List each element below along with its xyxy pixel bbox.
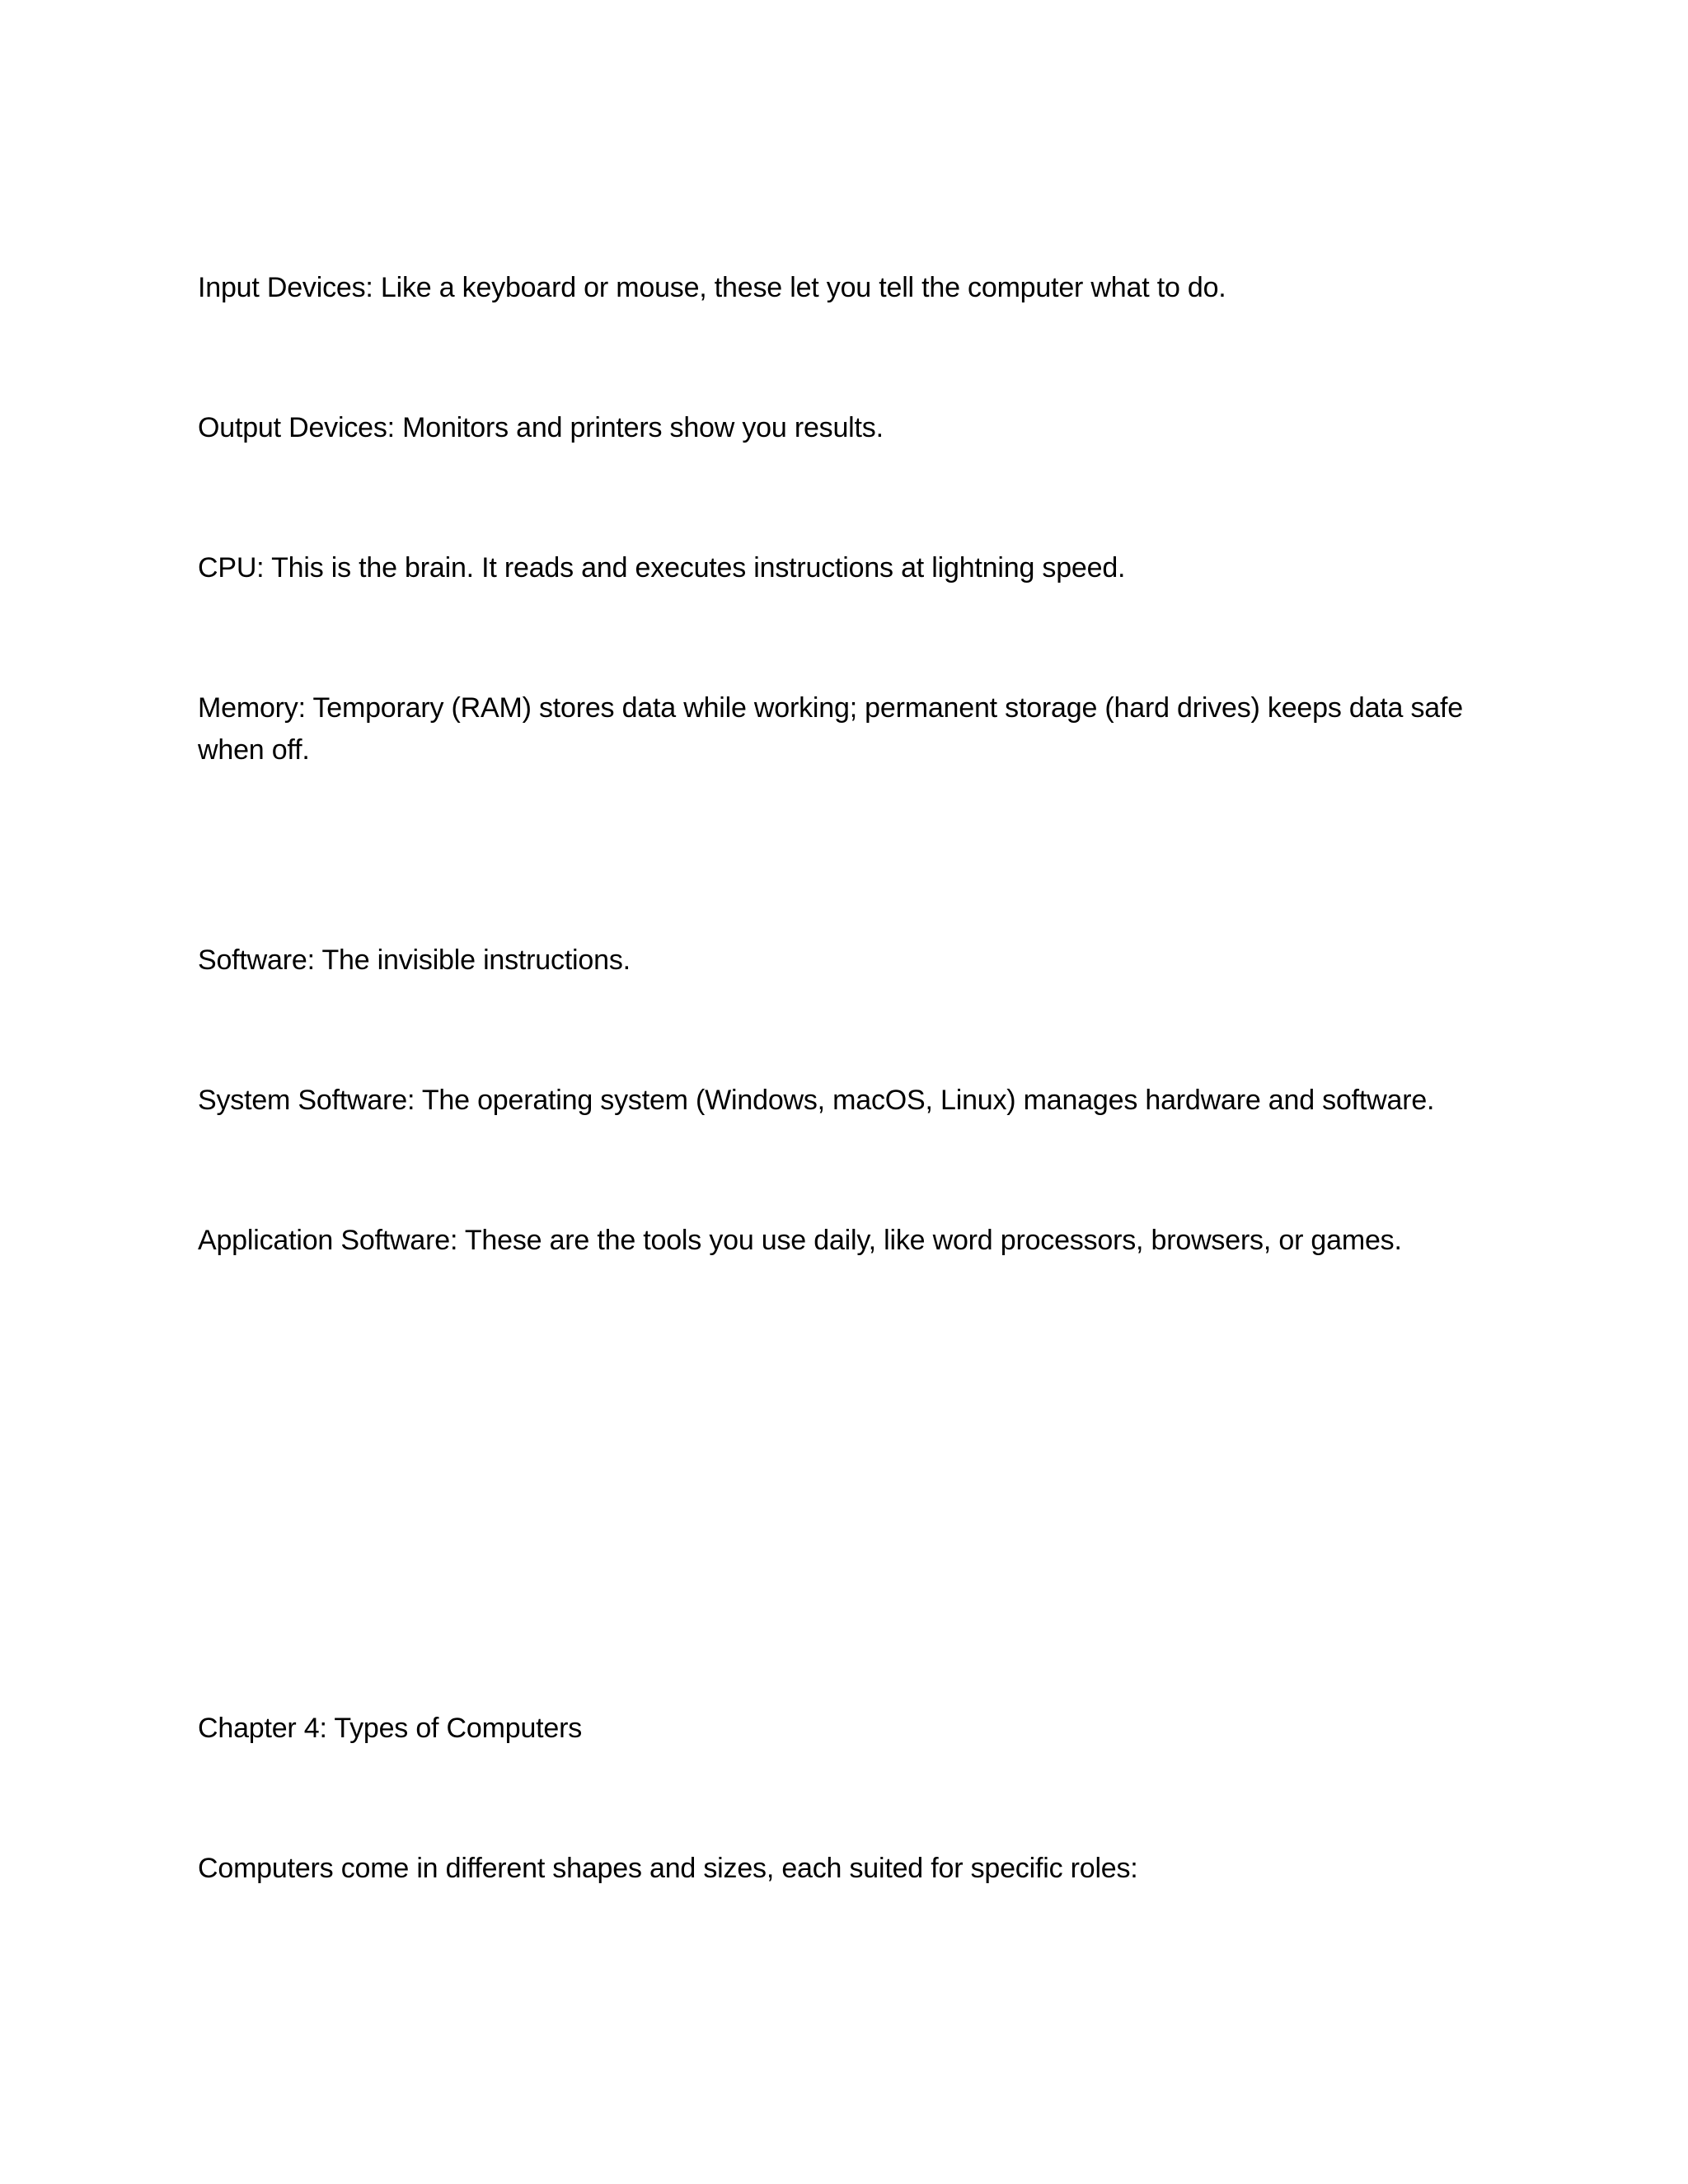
paragraph-output-devices: Output Devices: Monitors and printers show you results.: [198, 412, 884, 443]
paragraph-cpu: CPU: This is the brain. It reads and executes instructions at lightning speed.: [198, 552, 1126, 583]
paragraph-types-intro: Computers come in different shapes and sizes, each suited for specific roles:: [198, 1853, 1138, 1884]
paragraph-memory: Memory: Temporary (RAM) stores data while working; permanent storage (hard drives) keeps data safe when off.: [198, 692, 1463, 766]
paragraph-software: Software: The invisible instructions.: [198, 944, 631, 976]
paragraph-system-software: System Software: The operating system (Windows, macOS, Linux) manages hardware and software.: [198, 1085, 1435, 1116]
paragraph-application-software: Application Software: These are the tools you use daily, like word processors, browsers, or games.: [198, 1225, 1402, 1256]
paragraph-input-devices: Input Devices: Like a keyboard or mouse, these let you tell the computer what to do.: [198, 272, 1226, 303]
chapter-heading: Chapter 4: Types of Computers: [198, 1713, 583, 1744]
